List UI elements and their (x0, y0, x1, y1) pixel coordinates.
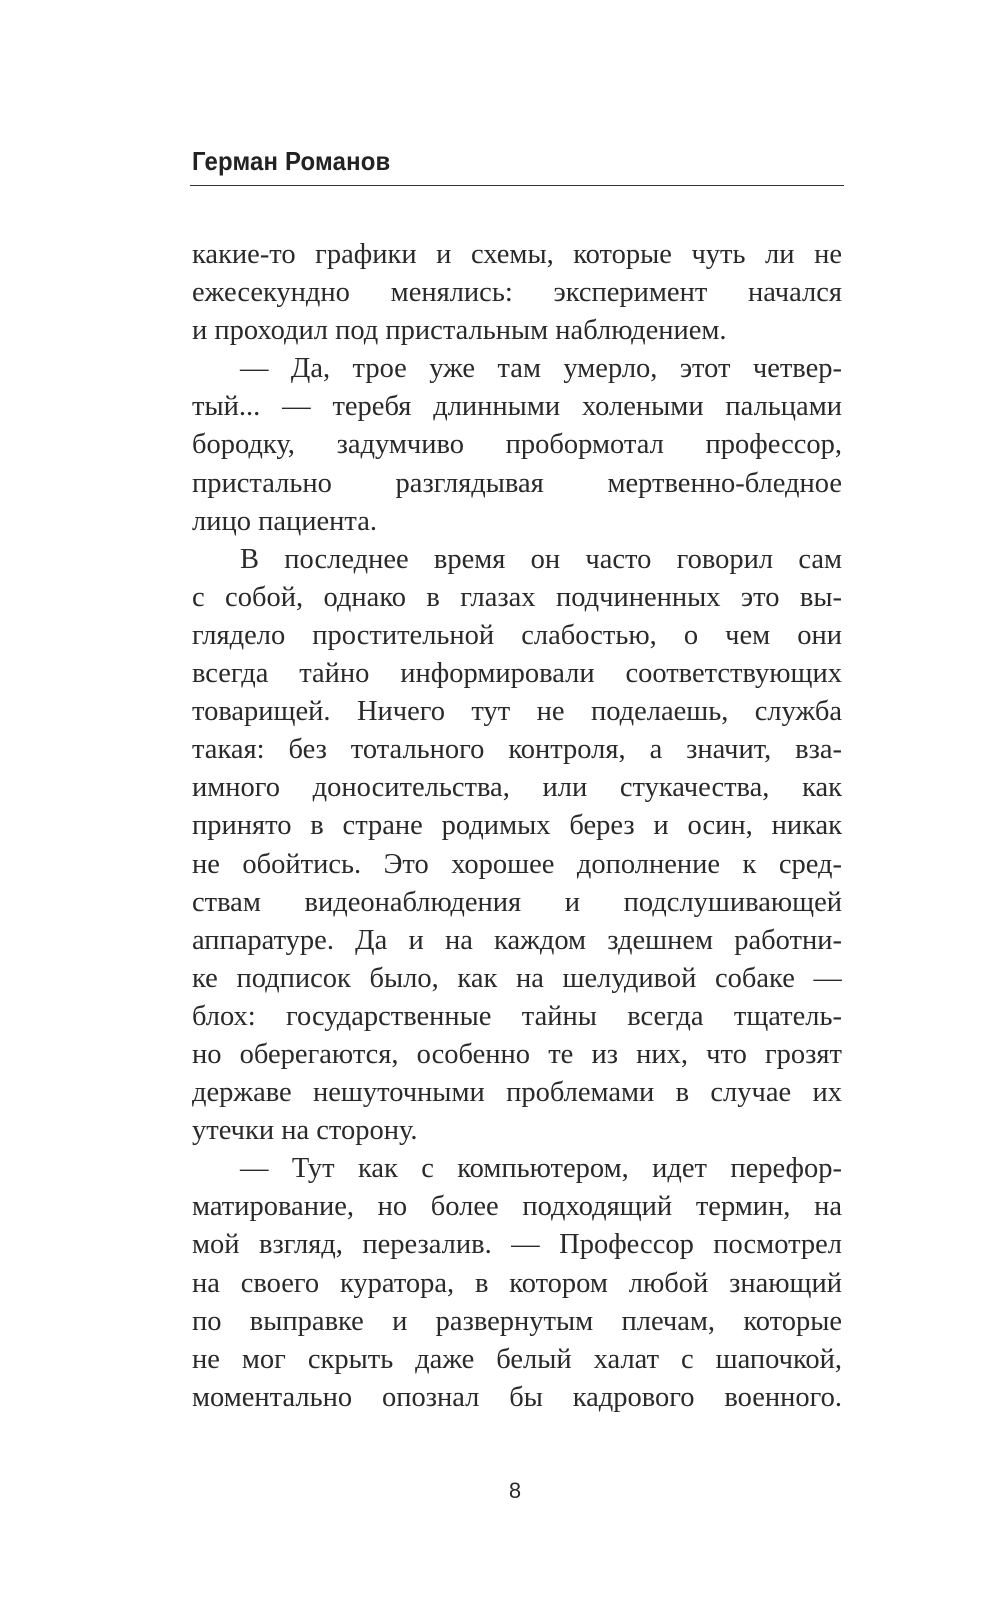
body-text (192, 236, 842, 1417)
text-line: моментально опознал бы кадрового военного. (192, 1381, 842, 1413)
text-line: пристально разглядывая мертвенно-бледное (192, 467, 842, 499)
text-line: ствам видеонаблюдения и подслушивающей (192, 886, 842, 918)
text-line: тый... — теребя длинными холеными пальцами (192, 391, 842, 423)
text-line: В последнее время он часто говорил сам (240, 543, 842, 575)
text-line: принято в стране родимых берез и осин, никак (192, 810, 842, 842)
text-line: ежесекундно менялись: эксперимент начался (192, 277, 842, 309)
text-line: имного доносительства, или стукачества, как (192, 772, 842, 804)
text-line: ке подписок было, как на шелудивой собаке — (192, 962, 842, 994)
text-line: мой взгляд, перезалив. — Профессор посмотрел (192, 1229, 842, 1261)
text-line: по выправке и развернутым плечам, которые (192, 1305, 842, 1337)
text-line: аппаратуре. Да и на каждом здешнем работни- (192, 924, 842, 956)
text-line: какие-то графики и схемы, которые чуть ли не (192, 239, 842, 270)
text-line: и проходил под пристальным наблюдением. (192, 315, 727, 347)
text-line: утечки на сторону. (192, 1115, 418, 1147)
text-line: но оберегаются, особенно те из них, что грозят (192, 1038, 842, 1070)
text-line: державе нешуточными проблемами в случае их (192, 1077, 842, 1109)
header-divider (190, 185, 844, 186)
text-line: — Тут как с компьютером, идет перефор- (240, 1153, 842, 1185)
running-head-author: Герман Романов (192, 146, 391, 176)
text-line: с собой, однако в глазах подчиненных это вы- (192, 581, 842, 613)
text-line: — Да, трое уже там умерло, этот четвер- (240, 353, 842, 385)
text-line: не мог скрыть даже белый халат с шапочкой, (192, 1343, 842, 1375)
text-line: бородку, задумчиво пробормотал профессор, (192, 429, 842, 461)
text-line: матирование, но более подходящий термин, на (192, 1191, 842, 1223)
text-line: на своего куратора, в котором любой знающий (192, 1267, 842, 1299)
text-line: блох: государственные тайны всегда тщатель- (192, 1000, 842, 1032)
text-line: глядело простительной слабостью, о чем они (192, 619, 842, 651)
text-line: не обойтись. Это хорошее дополнение к сред- (192, 848, 842, 880)
text-line: лицо пациента. (192, 505, 377, 537)
text-line: товарищей. Ничего тут не поделаешь, служба (192, 696, 842, 728)
page-number: 8 (508, 1478, 522, 1503)
text-line: такая: без тотального контроля, а значит, вза- (192, 734, 842, 766)
text-line: всегда тайно информировали соответствующих (192, 658, 842, 690)
